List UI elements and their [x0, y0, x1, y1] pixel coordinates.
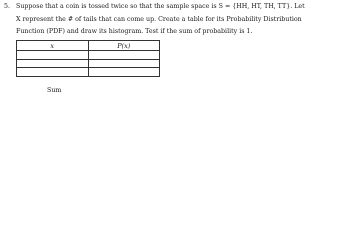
- pdf-table: [16, 40, 160, 77]
- sum-label: Sum: [47, 87, 62, 94]
- table-cell-x[interactable]: [17, 59, 89, 68]
- table-cell-x[interactable]: [17, 51, 89, 60]
- table-cell-px[interactable]: [88, 59, 160, 68]
- problem-text-line-2: X represent the # of tails that can come up. Create a table for its Probability Distribution: [16, 15, 302, 23]
- problem-line-1: [4, 1, 348, 14]
- header-x: x: [17, 41, 89, 51]
- problem-text-line-1: Suppose that a coin is tossed twice so that the sample space is S = {HH, HT, TH, TT}. Let: [16, 3, 305, 10]
- problem-statement: [4, 1, 348, 39]
- table-cell-px[interactable]: [88, 68, 160, 77]
- problem-text-line-3: Function (PDF) and draw its histogram. Test if the sum of probability is 1.: [16, 28, 253, 35]
- pdf-table-header-row: [17, 41, 160, 51]
- header-px: P(x): [88, 41, 160, 51]
- table-cell-x[interactable]: [17, 68, 89, 77]
- table-row: [17, 59, 160, 68]
- table-cell-px[interactable]: [88, 51, 160, 60]
- table-row: [17, 68, 160, 77]
- table-row: [17, 51, 160, 60]
- problem-number: 5.: [4, 3, 11, 10]
